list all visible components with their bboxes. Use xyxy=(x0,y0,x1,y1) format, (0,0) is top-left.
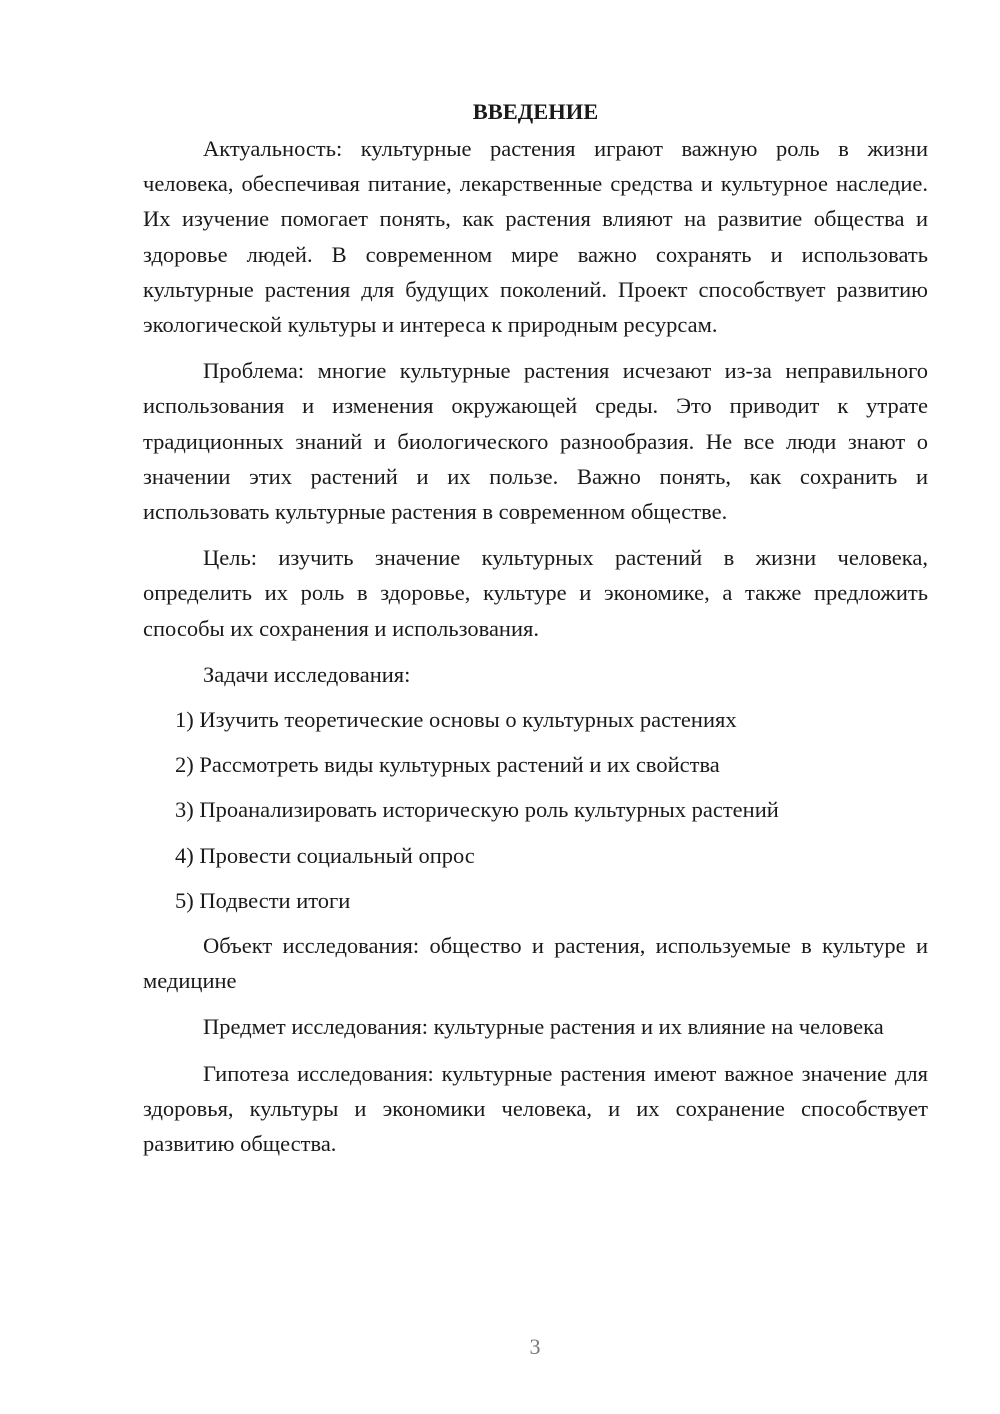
tasks-title: Задачи исследования: xyxy=(203,661,411,687)
subject-paragraph: Предмет исследования: культурные растения и их влияние на человека xyxy=(203,1014,884,1040)
page-number: 3 xyxy=(529,1334,541,1359)
tasks-list xyxy=(143,702,928,918)
task-item: 5) Подвести итоги xyxy=(175,887,351,913)
goal-paragraph: Цель: изучить значение культурных растений в жизни человека, определить их роль в здоровье, культуре и экономике, а также предложить способы их сохранения и использования. xyxy=(143,545,928,641)
task-item: 4) Провести социальный опрос xyxy=(175,842,475,868)
task-item: 2) Рассмотреть виды культурных растений и их свойства xyxy=(175,752,720,778)
task-item: 1) Изучить теоретические основы о культурных растениях xyxy=(175,707,737,733)
section-heading: ВВЕДЕНИЕ xyxy=(472,99,599,124)
relevance-paragraph: Актуальность: культурные растения играют важную роль в жизни человека, обеспечивая питание, лекарственные средства и культурное наследие. Их изучение помогает понять, как растения влияют на развитие общества и здоровье людей. В современном мире важно сохранять и использовать культурные растения для будущих поколений. Проект способствует развитию экологической культуры и интереса к природным ресурсам. xyxy=(143,136,928,338)
object-paragraph: Объект исследования: общество и растения, используемые в культуре и медицине xyxy=(143,933,928,994)
problem-paragraph: Проблема: многие культурные растения исчезают из-за неправильного использования и изменения окружающей среды. Это приводит к утрате традиционных знаний и биологического разнообразия. Не все люди знают о значении этих растений и их пользе. Важно понять, как сохранить и использовать культурные растения в современном обществе. xyxy=(143,358,928,525)
page-content xyxy=(143,94,928,1172)
task-item: 3) Проанализировать историческую роль культурных растений xyxy=(175,797,779,823)
hypothesis-paragraph: Гипотеза исследования: культурные растения имеют важное значение для здоровья, культуры и экономики человека, и их сохранение способствует развитию общества. xyxy=(143,1060,928,1157)
